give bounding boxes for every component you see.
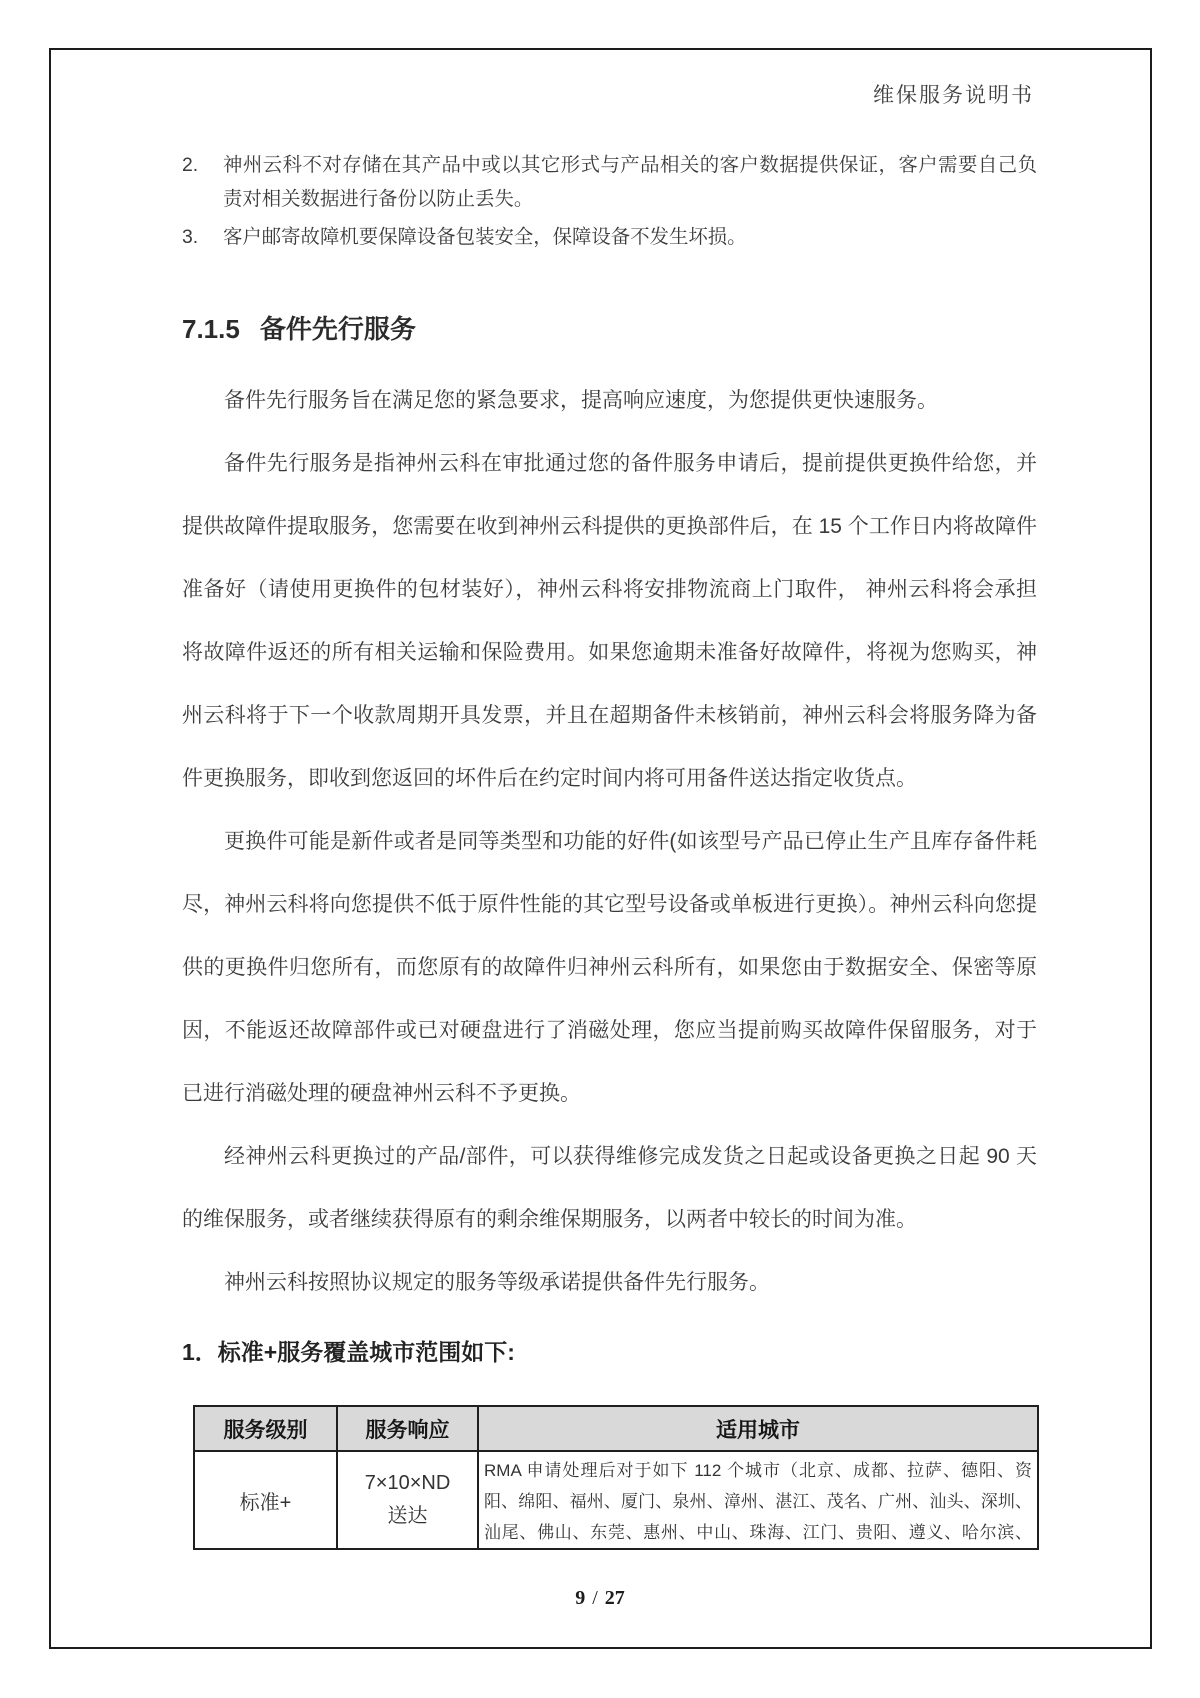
total-page-count: 27 [604, 1587, 625, 1609]
paragraph: 更换件可能是新件或者是同等类型和功能的好件(如该型号产品已停止生产且库存备件耗尽，神州云科将向您提供不低于原件性能的其它型号设备或单板进行更换）。神州云科向您提供的更换件归您所有，而您原有的故障件归神州云科所有，如果您由于数据安全、保密等原因，不能返还故障部件或已对硬盘进行了消磁处理，您应当提前购买故障件保留服务，对于已进行消磁处理的硬盘神州云科不予更换。 [182, 830, 1037, 1105]
page-header-title: 维保服务说明书 [873, 83, 1034, 107]
cell-service-response [337, 1451, 478, 1549]
section-title: 备件先行服务 [259, 314, 416, 344]
column-header-service-level: 服务级别 [194, 1406, 337, 1451]
paragraph: 经神州云科更换过的产品/部件，可以获得维修完成发货之日起或设备更换之日起 90 天的维保服务，或者继续获得原有的剩余维保期服务，以两者中较长的时间为准。 [182, 1145, 1037, 1231]
paragraph: 神州云科按照协议规定的服务等级承诺提供备件先行服务。 [224, 1271, 770, 1294]
section-heading [182, 312, 416, 346]
current-page-number: 9 [575, 1587, 586, 1609]
table-row [194, 1451, 1038, 1549]
service-coverage-table [193, 1405, 1039, 1550]
cell-applicable-cities [478, 1451, 1038, 1549]
page-separator: / [592, 1587, 598, 1609]
service-response-line: 7×10×ND [364, 1472, 451, 1494]
list-item [182, 220, 1037, 254]
paragraph: 备件先行服务旨在满足您的紧急要求，提高响应速度，为您提供更快速服务。 [224, 389, 938, 412]
cities-line: 阳、绵阳、福州、厦门、泉州、漳州、湛江、茂名、广州、汕头、深圳、 [484, 1492, 1032, 1511]
column-header-applicable-cities: 适用城市 [478, 1406, 1038, 1451]
list-item-number: 3. [182, 226, 199, 248]
cities-line: RMA 申请处理后对于如下 112 个城市（北京、成都、拉萨、德阳、资 [484, 1461, 1032, 1480]
list-item-text: 客户邮寄故障机要保障设备包装安全，保障设备不发生坏损。 [223, 226, 747, 248]
cell-service-level: 标准+ [194, 1451, 337, 1549]
service-response-line: 送达 [387, 1505, 428, 1527]
list-item-text: 神州云科不对存储在其产品中或以其它形式与产品相关的客户数据提供保证，客户需要自己负责对相关数据进行备份以防止丢失。 [223, 154, 1037, 210]
list-item [182, 148, 1037, 216]
column-header-service-response: 服务响应 [337, 1406, 478, 1451]
list-item-number: 2. [182, 154, 199, 176]
subheading-coverage-cities: 1．标准+服务覆盖城市范围如下: [182, 1339, 515, 1365]
section-body [182, 369, 1037, 1314]
numbered-list [182, 148, 1037, 254]
page-footer [0, 1585, 1200, 1611]
table-header-row [194, 1406, 1038, 1451]
cities-line: 汕尾、佛山、东莞、惠州、中山、珠海、江门、贵阳、遵义、哈尔滨、 [484, 1523, 1032, 1542]
section-number: 7.1.5 [182, 314, 240, 344]
paragraph: 备件先行服务是指神州云科在审批通过您的备件服务申请后，提前提供更换件给您，并提供故障件提取服务，您需要在收到神州云科提供的更换部件后，在 15 个工作日内将故障件准备好（请使用更换件的包材装好），神州云科将安排物流商上门取件， 神州云科将会承担将故障件返还的所有相关运输和保险费用。如果您逾期未准备好故障件，将视为您购买，神州云科将于下一个收款周期开具发票，并且在超期备件未核销前，神州云科会将服务降为备件更换服务，即收到您返回的坏件后在约定时间内将可用备件送达指定收货点。 [182, 452, 1037, 790]
